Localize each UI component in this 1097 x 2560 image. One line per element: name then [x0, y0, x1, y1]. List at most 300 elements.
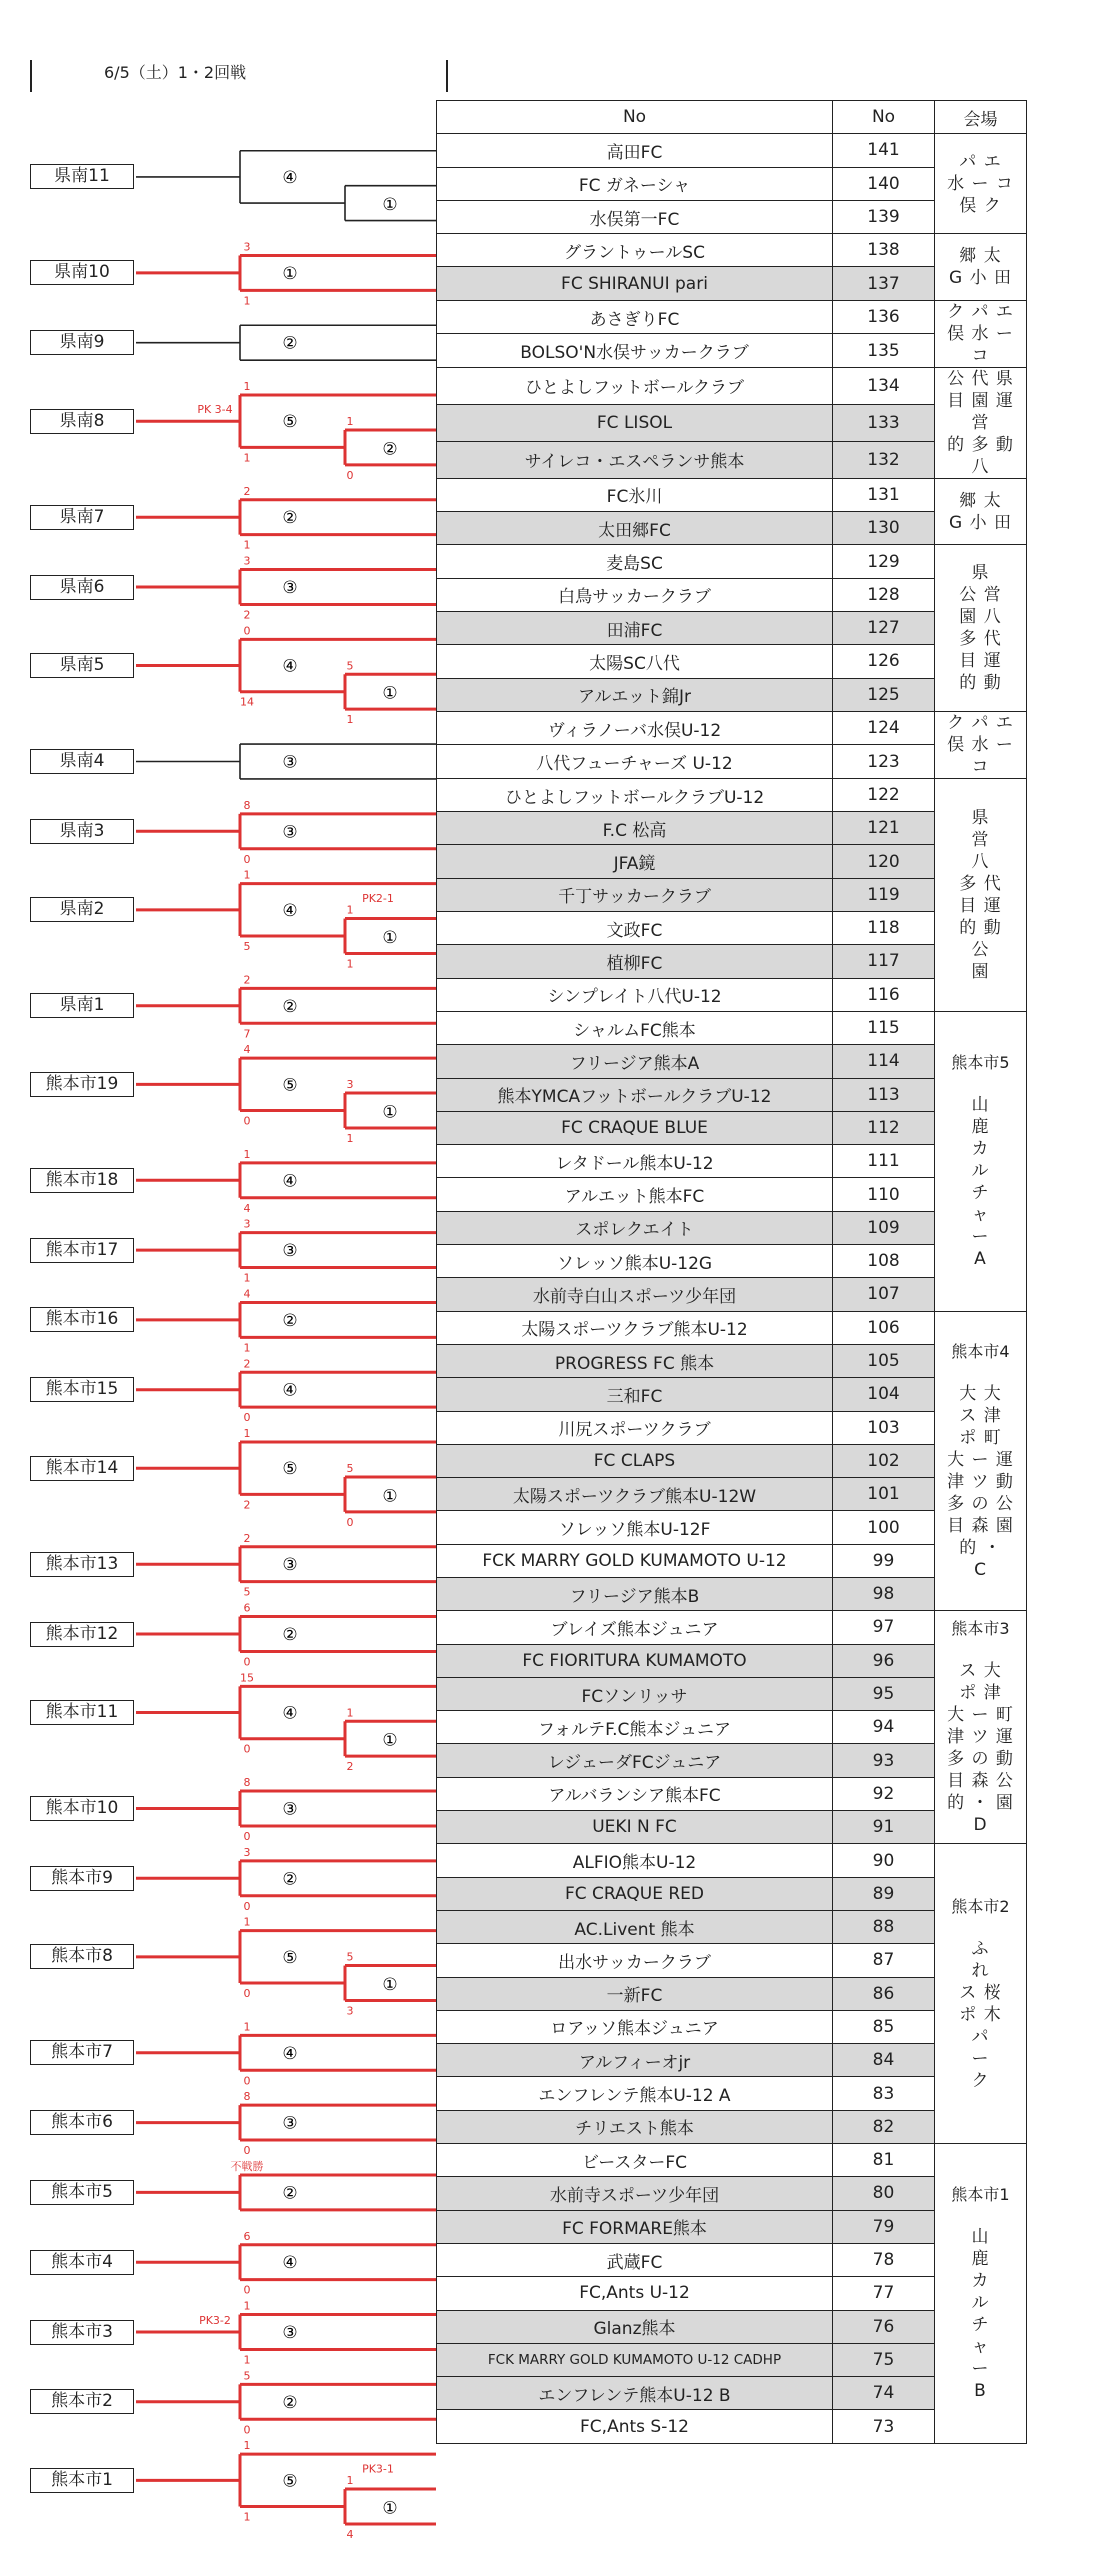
team-name: FC LISOL — [437, 404, 833, 441]
venue-cell — [935, 1844, 1027, 2144]
team-name: 高田FC — [437, 134, 833, 167]
team-name: 一新FC — [437, 1977, 833, 2010]
bracket-slot: 熊本市17 — [30, 1238, 134, 1263]
team-name: FC ガネーシャ — [437, 167, 833, 200]
bracket-slot: 県南1 — [30, 993, 134, 1018]
bracket-slot: 熊本市8 — [30, 1944, 134, 1969]
table-row — [437, 1311, 1027, 1344]
team-number: 94 — [833, 1711, 935, 1744]
score-label: 1 — [243, 2020, 251, 2034]
score-label: 6 — [243, 2229, 251, 2243]
team-name: FC CRAQUE RED — [437, 1877, 833, 1910]
team-name: フォルテF.C熊本ジュニア — [437, 1711, 833, 1744]
score-label: 5 — [243, 940, 251, 953]
team-number: 80 — [833, 2177, 935, 2210]
team-number: 106 — [833, 1311, 935, 1344]
score-label: 2 — [243, 1357, 251, 1371]
team-number: 137 — [833, 267, 935, 300]
round1-match-marker: ③ — [282, 752, 298, 773]
score-label: 14 — [240, 695, 254, 709]
team-number: 75 — [833, 2343, 935, 2376]
team-name: ALFIO熊本U-12 — [437, 1844, 833, 1877]
team-name: エンフレンテ熊本U-12 B — [437, 2377, 833, 2410]
pk-label: PK3-2 — [199, 2314, 231, 2327]
team-name: FC FIORITURA KUMAMOTO — [437, 1644, 833, 1677]
table-row — [437, 234, 1027, 267]
score-label: 5 — [243, 2369, 251, 2383]
score-label: 0 — [346, 468, 354, 482]
team-number: 139 — [833, 200, 935, 233]
team-number: 135 — [833, 334, 935, 368]
score-label: 2 — [243, 1531, 251, 1545]
team-name: FC CRAQUE BLUE — [437, 1111, 833, 1144]
venue-group-label: 熊本市4 — [951, 1341, 1010, 1361]
round2-match-marker: ② — [382, 439, 398, 460]
bracket-slot: 熊本市14 — [30, 1456, 134, 1481]
team-name: シンプレイト八代U-12 — [437, 978, 833, 1011]
score-label: 1 — [243, 2353, 251, 2367]
round2-match-marker: ① — [382, 1486, 398, 1507]
round1-match-marker: ② — [282, 1869, 298, 1890]
team-name: エンフレンテ熊本U-12 A — [437, 2077, 833, 2110]
score-label: 1 — [346, 903, 354, 917]
bracket-slot: 県南3 — [30, 819, 134, 844]
venue-cell — [935, 367, 1027, 478]
team-number: 99 — [833, 1544, 935, 1577]
score-label: 0 — [243, 1655, 251, 1669]
table-row — [437, 545, 1027, 578]
team-number: 95 — [833, 1677, 935, 1710]
team-name: アルエット熊本FC — [437, 1178, 833, 1211]
table-row — [437, 778, 1027, 811]
team-name: ソレッソ熊本U-12F — [437, 1511, 833, 1544]
venue-cell — [935, 300, 1027, 367]
team-number: 83 — [833, 2077, 935, 2110]
score-label: 5 — [243, 1585, 251, 1599]
team-number: 120 — [833, 845, 935, 878]
team-number: 97 — [833, 1611, 935, 1644]
team-name: サイレコ・エスペランサ熊本 — [437, 441, 833, 478]
team-name: PROGRESS FC 熊本 — [437, 1344, 833, 1377]
team-name: グラントゥールSC — [437, 234, 833, 267]
team-number: 128 — [833, 578, 935, 611]
bracket-lines — [0, 0, 440, 2560]
score-label: 5 — [346, 1461, 354, 1475]
team-name: 熊本YMCAフットボールクラブU-12 — [437, 1078, 833, 1111]
score-label: 0 — [243, 624, 251, 638]
round1-match-marker: ④ — [282, 2043, 298, 2064]
team-number: 73 — [833, 2410, 935, 2443]
round1-match-marker: ④ — [282, 656, 298, 677]
bracket-slot: 熊本市7 — [30, 2040, 134, 2065]
score-label: 8 — [243, 1776, 251, 1790]
score-label: 1 — [243, 2510, 251, 2524]
team-number: 88 — [833, 1910, 935, 1943]
team-table — [436, 100, 1027, 2444]
score-label: 1 — [243, 380, 251, 394]
round1-match-marker: ④ — [282, 1171, 298, 1192]
score-label: 0 — [243, 1742, 251, 1756]
score-label: 3 — [243, 554, 251, 568]
score-label: 6 — [243, 1601, 251, 1615]
team-number: 116 — [833, 978, 935, 1011]
team-number: 113 — [833, 1078, 935, 1111]
round1-match-marker: ② — [282, 2392, 298, 2413]
score-label: 0 — [243, 1987, 251, 2000]
table-row — [437, 478, 1027, 511]
team-name: FC SHIRANUI pari — [437, 267, 833, 300]
team-name: ひとよしフットボールクラブ — [437, 367, 833, 404]
bracket-slot: 熊本市19 — [30, 1072, 134, 1097]
team-number: 117 — [833, 945, 935, 978]
team-number: 84 — [833, 2044, 935, 2077]
venue-name: 山 鹿 カ ル チ ャ ー A — [971, 1095, 990, 1270]
table-row — [437, 1844, 1027, 1877]
round1-match-marker: ④ — [282, 900, 298, 921]
team-name: 太陽スポーツクラブ熊本U-12 — [437, 1311, 833, 1344]
team-name: 川尻スポーツクラブ — [437, 1411, 833, 1444]
score-label: 5 — [346, 659, 354, 673]
venue-name: 県 営 八 多 代 目 運 的 動 公 園 — [959, 807, 1002, 982]
score-label: 0 — [243, 852, 251, 866]
table-row — [437, 367, 1027, 404]
team-name: チリエスト熊本 — [437, 2110, 833, 2143]
team-number: 90 — [833, 1844, 935, 1877]
number-column-header: No — [833, 101, 935, 134]
team-name: ブレイズ熊本ジュニア — [437, 1611, 833, 1644]
venue-cell — [935, 1611, 1027, 1844]
pk-label: PK 3-4 — [197, 403, 233, 417]
venue-cell — [935, 234, 1027, 301]
team-number: 82 — [833, 2110, 935, 2143]
team-number: 122 — [833, 778, 935, 811]
team-number: 118 — [833, 912, 935, 945]
venue-cell — [935, 2144, 1027, 2444]
team-name: FC,Ants S-12 — [437, 2410, 833, 2443]
team-name: F.C 松高 — [437, 812, 833, 845]
team-number: 133 — [833, 404, 935, 441]
team-number: 127 — [833, 611, 935, 644]
team-name: BOLSO'N水俣サッカークラブ — [437, 334, 833, 368]
bracket-slot: 県南7 — [30, 505, 134, 530]
team-name: フリージア熊本A — [437, 1045, 833, 1078]
team-name: あさぎりFC — [437, 300, 833, 334]
round1-match-marker: ⑤ — [282, 1075, 298, 1096]
team-name: 八代フューチャーズ U-12 — [437, 745, 833, 779]
team-number: 130 — [833, 512, 935, 545]
team-number: 125 — [833, 678, 935, 711]
team-number: 86 — [833, 1977, 935, 2010]
team-number: 138 — [833, 234, 935, 267]
score-label: 2 — [243, 608, 251, 622]
round1-match-marker: ④ — [282, 167, 298, 188]
team-number: 100 — [833, 1511, 935, 1544]
team-name: ソレッソ熊本U-12G — [437, 1245, 833, 1278]
round1-match-marker: ⑤ — [282, 1947, 298, 1968]
score-label: 0 — [243, 1114, 251, 1128]
bracket-slot: 熊本市4 — [30, 2250, 134, 2275]
team-number: 93 — [833, 1744, 935, 1777]
venue-group-label: 熊本市2 — [951, 1896, 1010, 1916]
venue-cell — [935, 711, 1027, 778]
team-number: 104 — [833, 1378, 935, 1411]
score-label: 2 — [243, 1498, 251, 1512]
round1-match-marker: ⑤ — [282, 412, 298, 433]
team-number: 78 — [833, 2243, 935, 2276]
team-name: FCK MARRY GOLD KUMAMOTO U-12 CADHP — [437, 2343, 833, 2376]
bracket-slot: 熊本市6 — [30, 2110, 134, 2135]
team-number: 140 — [833, 167, 935, 200]
venue-cell — [935, 478, 1027, 545]
venue-name: 山 鹿 カ ル チ ャ ー B — [971, 2227, 990, 2402]
venue-cell — [935, 545, 1027, 711]
round1-match-marker: ④ — [282, 1380, 298, 1401]
score-label: 0 — [346, 1515, 354, 1529]
venue-name: 県 公 営 園 八 多 代 目 運 的 動 — [959, 563, 1002, 694]
table-row — [437, 1011, 1027, 1044]
bracket-slot: 県南2 — [30, 897, 134, 922]
bracket-slot: 熊本市15 — [30, 1377, 134, 1402]
team-number: 91 — [833, 1811, 935, 1844]
bracket-slot: 県南4 — [30, 749, 134, 774]
score-label: 3 — [243, 240, 251, 254]
team-name: FCソンリッサ — [437, 1677, 833, 1710]
round1-match-marker: ③ — [282, 822, 298, 843]
venue-name: 郷 太 G 小 田 — [949, 245, 1012, 288]
team-number: 112 — [833, 1111, 935, 1144]
score-label: 0 — [243, 2074, 251, 2088]
venue-name: 郷 太 G 小 田 — [949, 490, 1012, 533]
round2-match-marker: ① — [382, 1975, 398, 1995]
team-name: ひとよしフットボールクラブU-12 — [437, 778, 833, 811]
team-number: 119 — [833, 878, 935, 911]
round1-match-marker: ④ — [282, 1703, 298, 1724]
team-name: ビースターFC — [437, 2144, 833, 2177]
team-name: 麦島SC — [437, 545, 833, 578]
venue-name: ふ れ ス 桜 ポ 木 パ ー ク — [959, 1938, 1002, 2091]
team-number: 107 — [833, 1278, 935, 1311]
round1-match-marker: ③ — [282, 2113, 298, 2134]
round1-match-marker: ⑤ — [282, 1459, 298, 1480]
team-number: 74 — [833, 2377, 935, 2410]
round1-match-marker: ① — [282, 263, 298, 284]
round1-match-marker: ② — [282, 996, 298, 1017]
team-name: UEKI N FC — [437, 1811, 833, 1844]
score-label: 1 — [243, 294, 251, 308]
team-name: 太陽スポーツクラブ熊本U-12W — [437, 1478, 833, 1511]
score-label: 0 — [243, 1829, 251, 1843]
team-number: 131 — [833, 478, 935, 511]
team-number: 110 — [833, 1178, 935, 1211]
team-number: 109 — [833, 1211, 935, 1244]
team-number: 126 — [833, 645, 935, 678]
team-name: 武蔵FC — [437, 2243, 833, 2276]
team-name: 文政FC — [437, 912, 833, 945]
bracket-slot: 県南5 — [30, 653, 134, 678]
score-label: 1 — [346, 713, 354, 727]
venue-group-label: 熊本市3 — [951, 1619, 1010, 1639]
score-label: 8 — [243, 798, 251, 812]
team-number: 89 — [833, 1877, 935, 1910]
round1-match-marker: ③ — [282, 1555, 298, 1576]
score-label: 1 — [243, 1271, 251, 1285]
score-label: 1 — [243, 1341, 251, 1355]
bracket-slot: 熊本市1 — [30, 2468, 134, 2493]
team-number: 87 — [833, 1944, 935, 1977]
venue-group-label: 熊本市1 — [951, 2185, 1010, 2205]
score-label: 0 — [243, 2423, 251, 2437]
score-label: 4 — [243, 1201, 251, 1215]
table-row — [437, 711, 1027, 745]
team-number: 115 — [833, 1011, 935, 1044]
team-name: シャルムFC熊本 — [437, 1011, 833, 1044]
team-name: 三和FC — [437, 1378, 833, 1411]
team-number: 134 — [833, 367, 935, 404]
team-name: 植柳FC — [437, 945, 833, 978]
team-number: 103 — [833, 1411, 935, 1444]
score-label: 1 — [243, 1147, 251, 1161]
team-name: FC FORMARE熊本 — [437, 2210, 833, 2243]
team-name: 出水サッカークラブ — [437, 1944, 833, 1977]
score-label: 1 — [346, 414, 354, 428]
pk-label: PK3-1 — [362, 2462, 394, 2476]
score-label: 1 — [243, 538, 251, 552]
team-name: ヴィラノーバ水俣U-12 — [437, 711, 833, 745]
round1-match-marker: ② — [282, 1625, 298, 1645]
venue-cell — [935, 134, 1027, 234]
score-label: 5 — [346, 1950, 354, 1964]
score-label: 1 — [243, 2439, 251, 2453]
team-number: 105 — [833, 1344, 935, 1377]
score-label: 2 — [346, 1760, 354, 1774]
bracket-slot: 県南9 — [30, 330, 134, 355]
venue-name: パ エ 水 ー コ 俣 ク — [947, 151, 1014, 216]
bracket-slot: 熊本市13 — [30, 1552, 134, 1577]
team-name: FCK MARRY GOLD KUMAMOTO U-12 — [437, 1544, 833, 1577]
score-label: 不戦勝 — [230, 2159, 264, 2173]
bracket-slot: 熊本市3 — [30, 2320, 134, 2345]
team-name: JFA鏡 — [437, 845, 833, 878]
score-label: 3 — [346, 2004, 354, 2018]
venue-column-header: 会場 — [935, 101, 1027, 134]
score-label: 15 — [240, 1671, 254, 1685]
table-row — [437, 300, 1027, 334]
team-number: 79 — [833, 2210, 935, 2243]
round1-match-marker: ③ — [282, 1799, 298, 1820]
score-label: 1 — [243, 1427, 251, 1441]
round2-match-marker: ① — [382, 195, 398, 216]
bracket-slot: 熊本市10 — [30, 1796, 134, 1821]
team-number: 136 — [833, 300, 935, 334]
pk-label: PK2-1 — [362, 891, 394, 905]
bracket-slot: 熊本市9 — [30, 1866, 134, 1891]
team-number: 98 — [833, 1577, 935, 1610]
team-name: アルバランシア熊本FC — [437, 1777, 833, 1810]
team-name: 水俣第一FC — [437, 200, 833, 233]
venue-name: 公 代 県 目 園 運 営 的 多 動 八 — [947, 368, 1014, 477]
round1-match-marker: ③ — [282, 1241, 298, 1262]
bracket-slot: 県南11 — [30, 164, 134, 189]
team-number: 114 — [833, 1045, 935, 1078]
team-number: 108 — [833, 1245, 935, 1278]
round1-match-marker: ② — [282, 2183, 298, 2204]
bracket-slot: 県南10 — [30, 260, 134, 285]
team-name: 水前寺白山スポーツ少年団 — [437, 1278, 833, 1311]
team-number: 123 — [833, 745, 935, 779]
team-name: FC,Ants U-12 — [437, 2277, 833, 2310]
team-name: 太田郷FC — [437, 512, 833, 545]
round1-match-marker: ③ — [282, 578, 298, 598]
team-table-body — [437, 134, 1027, 2443]
score-label: 1 — [346, 2474, 354, 2488]
score-label: 0 — [243, 2283, 251, 2297]
venue-cell — [935, 1011, 1027, 1311]
bracket-slot: 熊本市5 — [30, 2180, 134, 2205]
bracket-slot: 県南8 — [30, 409, 134, 434]
venue-name: ス 大 ポ 津 大 ー 町 津 ツ 運 多 の 動 目 森 公 的 ・ 園 D — [947, 1661, 1014, 1836]
venue-group-label: 熊本市5 — [951, 1053, 1010, 1073]
score-label: 7 — [243, 1027, 251, 1041]
score-label: 1 — [346, 1706, 354, 1720]
team-name: レタドール熊本U-12 — [437, 1145, 833, 1178]
team-name: 水前寺スポーツ少年団 — [437, 2177, 833, 2210]
bracket-slot: 熊本市16 — [30, 1307, 134, 1332]
team-number: 81 — [833, 2144, 935, 2177]
team-number: 76 — [833, 2310, 935, 2343]
team-name: Glanz熊本 — [437, 2310, 833, 2343]
score-label: 0 — [243, 1411, 251, 1425]
round1-match-marker: ⑤ — [282, 2471, 298, 2492]
team-number: 124 — [833, 711, 935, 745]
venue-cell — [935, 1311, 1027, 1611]
team-column-header: No — [437, 101, 833, 134]
round2-match-marker: ① — [382, 2498, 398, 2519]
bracket-slot: 熊本市18 — [30, 1168, 134, 1193]
page-title: 6/5（土）1・2回戦 — [104, 63, 247, 82]
team-name: FC CLAPS — [437, 1444, 833, 1477]
round2-match-marker: ① — [382, 1102, 398, 1123]
team-name: FC氷川 — [437, 478, 833, 511]
round1-match-marker: ② — [282, 1310, 298, 1331]
round1-match-marker: ② — [282, 333, 298, 354]
score-label: 2 — [243, 973, 251, 987]
team-name: アルエット錦Jr — [437, 678, 833, 711]
team-name: レジェーダFCジュニア — [437, 1744, 833, 1777]
venue-cell — [935, 778, 1027, 1011]
score-label: 0 — [243, 1899, 251, 1913]
team-number: 102 — [833, 1444, 935, 1477]
team-name: 千丁サッカークラブ — [437, 878, 833, 911]
score-label: 4 — [243, 1287, 251, 1301]
team-name: 田浦FC — [437, 611, 833, 644]
team-number: 92 — [833, 1777, 935, 1810]
score-label: 1 — [243, 1915, 251, 1929]
table-row — [437, 134, 1027, 167]
team-number: 85 — [833, 2010, 935, 2043]
score-label: 1 — [243, 451, 251, 465]
header-divider-right — [446, 60, 448, 92]
score-label: 4 — [346, 2527, 354, 2541]
team-name: スポレクエイト — [437, 1211, 833, 1244]
score-label: 1 — [346, 1131, 354, 1145]
team-number: 96 — [833, 1644, 935, 1677]
team-name: フリージア熊本B — [437, 1577, 833, 1610]
team-name: 太陽SC八代 — [437, 645, 833, 678]
bracket-slot: 熊本市2 — [30, 2389, 134, 2414]
score-label: 2 — [243, 484, 251, 498]
table-row — [437, 1611, 1027, 1644]
team-number: 121 — [833, 812, 935, 845]
